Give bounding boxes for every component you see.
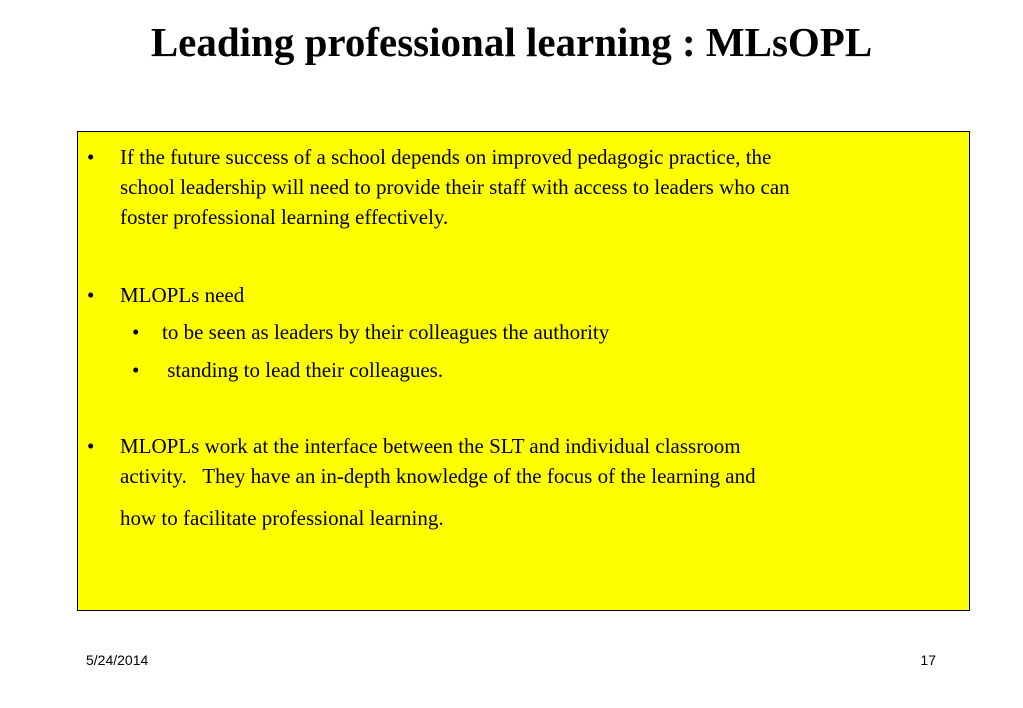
bullet-line: MLOPLs need bbox=[120, 283, 245, 307]
bullet-line: school leadership will need to provide their staff with access to leaders who can bbox=[120, 175, 790, 199]
bullet-marker: • bbox=[87, 434, 95, 458]
sub-bullet-text: to be seen as leaders by their colleagues the authority bbox=[162, 320, 610, 344]
bullet-line: If the future success of a school depends on improved pedagogic practice, the bbox=[120, 145, 772, 169]
bullet-line: activity. They have an in-depth knowledge of the focus of the learning and bbox=[120, 464, 756, 488]
bullet-line: MLOPLs work at the interface between the SLT and individual classroom bbox=[120, 434, 741, 458]
bullet-marker: • bbox=[132, 320, 140, 344]
content-box bbox=[77, 131, 970, 611]
bullet-marker: • bbox=[87, 283, 95, 307]
sub-bullet-text: standing to lead their colleagues. bbox=[162, 358, 444, 382]
bullet-marker: • bbox=[87, 145, 95, 169]
bullet-line: foster professional learning effectively. bbox=[120, 205, 449, 229]
footer-date: 5/24/2014 bbox=[86, 652, 149, 668]
bullet-text bbox=[120, 280, 244, 310]
bullet-text bbox=[120, 431, 756, 533]
footer-page-number: 17 bbox=[920, 652, 936, 668]
bullet-marker: • bbox=[132, 358, 140, 382]
bullet-line: how to facilitate professional learning. bbox=[120, 506, 444, 530]
slide-title: Leading professional learning : MLsOPL bbox=[150, 19, 873, 65]
bullet-text bbox=[120, 142, 790, 232]
